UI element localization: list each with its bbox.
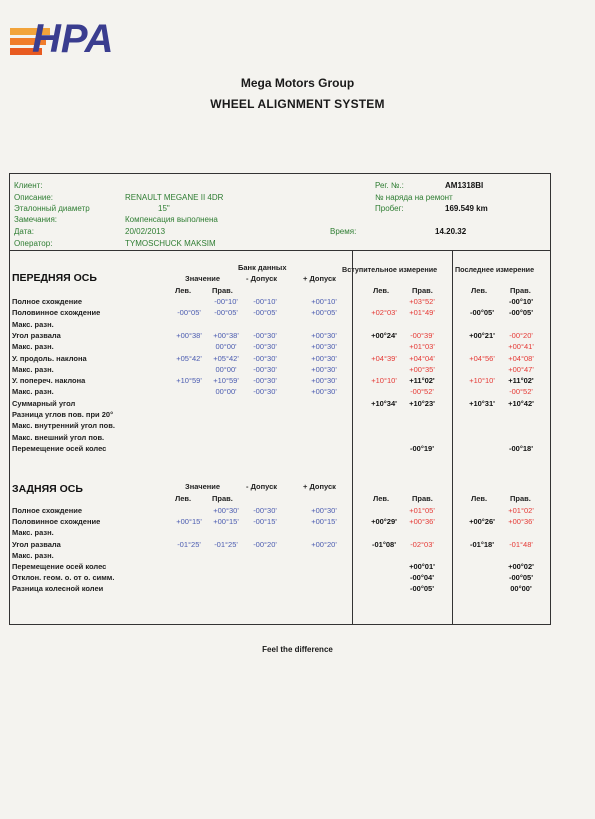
front-final-right-value: +04°08' xyxy=(508,353,534,363)
rear-initial-right-header: Прав. xyxy=(412,494,433,503)
front-initial-left-value: +10°34' xyxy=(371,398,397,408)
rear-final-left-value: -01°18' xyxy=(470,539,494,549)
front-row-label: Перемещение осей колес xyxy=(12,443,107,453)
front-plus-tolerance-value: +00°30' xyxy=(311,353,337,363)
front-value-right-value: -00°05' xyxy=(214,308,238,318)
front-initial-left-value: +00°24' xyxy=(371,330,397,340)
front-plus-tolerance-value: +00°30' xyxy=(311,364,337,374)
time-value: 14.20.32 xyxy=(435,227,467,236)
rear-plus-tolerance-value: +00°20' xyxy=(311,539,337,549)
front-initial-right-value: +10°23' xyxy=(409,398,435,408)
rear-minus-tol-header: - Допуск xyxy=(246,482,278,491)
company-name: Mega Motors Group xyxy=(240,76,355,90)
client-label: Клиент: xyxy=(14,181,43,190)
front-axle-title: ПЕРЕДНЯЯ ОСЬ xyxy=(12,272,97,284)
rear-row-label: Половинное схождение xyxy=(12,517,101,527)
description-value: RENAULT MEGANE II 4DR xyxy=(125,193,224,202)
front-initial-left-header: Лев. xyxy=(373,286,390,295)
rear-value-right-value: +00°15' xyxy=(213,517,239,527)
front-value-left-value: +05°42' xyxy=(176,353,202,363)
rear-initial-right-value: +00°36' xyxy=(409,517,435,527)
notes-label: Замечания: xyxy=(14,215,58,224)
operator-value: TYMOSCHUCK MAKSIM xyxy=(125,239,216,248)
rear-initial-right-value: -00°04' xyxy=(410,573,434,583)
front-row-label: У. продоль. наклона xyxy=(12,353,87,363)
front-plus-tolerance-value: +00°30' xyxy=(311,376,337,386)
rear-value-right-value: -01°25' xyxy=(214,539,238,549)
front-row-label: Макс. разн. xyxy=(12,364,54,374)
front-minus-tolerance-value: -00°05' xyxy=(253,308,277,318)
operator-label: Оператор: xyxy=(14,239,53,248)
front-plus-tolerance-value: +00°10' xyxy=(311,297,337,306)
front-initial-right-value: -00°39' xyxy=(410,330,434,340)
front-value-right-value: 00°00' xyxy=(215,364,237,374)
front-plus-tol-header: + Допуск xyxy=(303,274,336,283)
rear-initial-right-value: -02°03' xyxy=(410,539,434,549)
system-title: WHEEL ALIGNMENT SYSTEM xyxy=(210,97,385,111)
rear-final-left-header: Лев. xyxy=(471,494,488,503)
front-final-right-value: -00°10' xyxy=(509,297,533,306)
front-final-right-value: +00°47' xyxy=(508,364,534,374)
front-value-left-value: +10°59' xyxy=(176,376,202,386)
front-final-right-header: Прав. xyxy=(510,286,531,295)
rear-final-right-value: +00°36' xyxy=(508,517,534,527)
rear-initial-right-value: -00°05' xyxy=(410,584,434,594)
rear-row-label: Угол развала xyxy=(12,539,61,549)
front-final-left-value: -00°05' xyxy=(470,308,494,318)
front-plus-tolerance-value: +00°05' xyxy=(311,308,337,318)
front-initial-header: Вступительное измерение xyxy=(342,265,438,274)
front-value-right-value: 00°00' xyxy=(215,342,237,352)
rear-row-label: Перемещение осей колес xyxy=(12,562,107,571)
rear-final-right-value: -00°05' xyxy=(509,573,533,583)
column-divider-final xyxy=(452,250,453,625)
front-final-left-value: +04°56' xyxy=(469,353,495,363)
front-plus-tolerance-value: +00°30' xyxy=(311,330,337,340)
front-value-left-header: Лев. xyxy=(175,286,192,295)
front-row-label: Половинное схождение xyxy=(12,308,101,318)
front-value-right-value: +00°38' xyxy=(213,330,239,340)
front-row-label: Разница углов пов. при 20° xyxy=(12,410,114,419)
front-minus-tolerance-value: -00°30' xyxy=(253,353,277,363)
rear-plus-tol-header: + Допуск xyxy=(303,482,336,491)
front-minus-tolerance-value: -00°30' xyxy=(253,364,277,374)
rim-value: 15" xyxy=(158,204,170,213)
front-initial-right-value: +03°52' xyxy=(409,297,435,306)
front-databank-header: Банк данных xyxy=(238,263,287,272)
rear-final-right-value: +01°02' xyxy=(508,506,534,515)
description-label: Описание: xyxy=(14,193,54,202)
front-value-right-value: +10°59' xyxy=(213,376,239,386)
order-label: № наряда на ремонт xyxy=(375,193,453,202)
reg-label: Рег. №.: xyxy=(375,181,404,190)
front-final-right-value: -00°05' xyxy=(509,308,533,318)
front-initial-right-value: -00°52' xyxy=(410,387,434,397)
rear-initial-left-value: +00°29' xyxy=(371,517,397,527)
front-minus-tolerance-value: -00°30' xyxy=(253,376,277,386)
rear-final-left-value: +00°26' xyxy=(469,517,495,527)
rear-initial-left-header: Лев. xyxy=(373,494,390,503)
reg-value: AM1318BI xyxy=(445,181,484,190)
rear-row-label: Отклон. геом. о. от о. симм. xyxy=(12,573,115,583)
front-initial-left-value: +04°39' xyxy=(371,353,397,363)
front-row-label: Макс. разн. xyxy=(12,342,54,352)
front-final-left-header: Лев. xyxy=(471,286,488,295)
front-value-left-value: +00°38' xyxy=(176,330,202,340)
front-minus-tolerance-value: -00°30' xyxy=(253,387,277,397)
rear-initial-left-value: -01°08' xyxy=(372,539,396,549)
rear-value-header: Значение xyxy=(185,482,221,491)
front-minus-tolerance-value: -00°30' xyxy=(253,330,277,340)
rear-initial-right-value: +00°01' xyxy=(409,562,435,571)
front-minus-tolerance-value: -00°30' xyxy=(253,342,277,352)
front-row-label: Макс. внутренний угол пов. xyxy=(12,421,115,431)
front-final-right-value: -00°52' xyxy=(509,387,533,397)
rear-value-left-value: -01°25' xyxy=(177,539,201,549)
front-final-right-value: -00°20' xyxy=(509,330,533,340)
front-row-label: Суммарный угол xyxy=(12,398,76,408)
footer-slogan: Feel the difference xyxy=(262,645,333,654)
rear-value-left-value: +00°15' xyxy=(176,517,202,527)
front-row-label: У. попереч. наклона xyxy=(12,376,86,386)
front-row-label: Полное схождение xyxy=(12,297,83,306)
time-label: Время: xyxy=(330,227,357,236)
date-label: Дата: xyxy=(14,227,34,236)
column-divider-initial xyxy=(352,250,353,625)
front-initial-right-value: +01°03' xyxy=(409,342,435,352)
front-final-right-value: -00°18' xyxy=(509,443,533,453)
front-initial-right-value: +04°04' xyxy=(409,353,435,363)
rear-final-right-value: -01°48' xyxy=(509,539,533,549)
rear-row-label: Макс. разн. xyxy=(12,550,54,560)
front-final-right-value: +10°42' xyxy=(508,398,534,408)
hpa-logo xyxy=(10,12,124,58)
front-minus-tolerance-value: -00°10' xyxy=(253,297,277,306)
rear-final-right-header: Прав. xyxy=(510,494,531,503)
logo-text: HPA xyxy=(32,17,114,58)
front-value-header: Значение xyxy=(185,274,221,283)
front-initial-left-value: +02°03' xyxy=(371,308,397,318)
front-plus-tolerance-value: +00°30' xyxy=(311,342,337,352)
front-final-left-value: +10°10' xyxy=(469,376,495,386)
rear-plus-tolerance-value: +00°15' xyxy=(311,517,337,527)
front-initial-right-header: Прав. xyxy=(412,286,433,295)
rear-value-right-header: Прав. xyxy=(212,494,233,503)
front-minus-tol-header: - Допуск xyxy=(246,274,278,283)
front-value-right-header: Прав. xyxy=(212,286,233,295)
front-row-label: Макс. внешний угол пов. xyxy=(12,432,105,442)
rear-initial-right-value: +01°05' xyxy=(409,506,435,515)
rear-minus-tolerance-value: -00°15' xyxy=(253,517,277,527)
front-value-left-value: -00°05' xyxy=(177,308,201,318)
front-value-right-value: +05°42' xyxy=(213,353,239,363)
front-plus-tolerance-value: +00°30' xyxy=(311,387,337,397)
front-row-label: Макс. разн. xyxy=(12,387,54,397)
mileage-value: 169.549 km xyxy=(445,204,488,213)
front-row-label: Макс. разн. xyxy=(12,319,54,329)
mileage-label: Пробег: xyxy=(375,204,404,213)
front-initial-right-value: +01°49' xyxy=(409,308,435,318)
date-value: 20/02/2013 xyxy=(125,227,166,236)
front-initial-right-value: +11°02' xyxy=(409,376,435,386)
rim-label: Эталонный диаметр xyxy=(14,204,90,213)
rear-final-right-value: 00°00' xyxy=(510,584,532,594)
front-initial-right-value: -00°19' xyxy=(410,443,434,453)
rear-minus-tolerance-value: -00°20' xyxy=(253,539,277,549)
front-final-right-value: +11°02' xyxy=(508,376,534,386)
rear-row-label: Полное схождение xyxy=(12,506,83,515)
front-value-right-value: 00°00' xyxy=(215,387,237,397)
rear-final-right-value: +00°02' xyxy=(508,562,534,571)
rear-row-label: Макс. разн. xyxy=(12,528,54,538)
front-value-right-value: -00°10' xyxy=(214,297,238,306)
rear-axle-title: ЗАДНЯЯ ОСЬ xyxy=(12,483,83,495)
rear-value-left-header: Лев. xyxy=(175,494,192,503)
front-initial-right-value: +00°35' xyxy=(409,364,435,374)
front-row-label: Угол развала xyxy=(12,330,61,340)
notes-value: Компенсация выполнена xyxy=(125,215,218,224)
rear-plus-tolerance-value: +00°30' xyxy=(311,506,337,515)
front-initial-left-value: +10°10' xyxy=(371,376,397,386)
front-final-header: Последнее измерение xyxy=(455,265,535,274)
front-final-right-value: +00°41' xyxy=(508,342,534,352)
front-final-left-value: +10°31' xyxy=(469,398,495,408)
front-final-left-value: +00°21' xyxy=(469,330,495,340)
rear-value-right-value: +00°30' xyxy=(213,506,239,515)
rear-minus-tolerance-value: -00°30' xyxy=(253,506,277,515)
rear-row-label: Разница колесной колеи xyxy=(12,584,104,594)
